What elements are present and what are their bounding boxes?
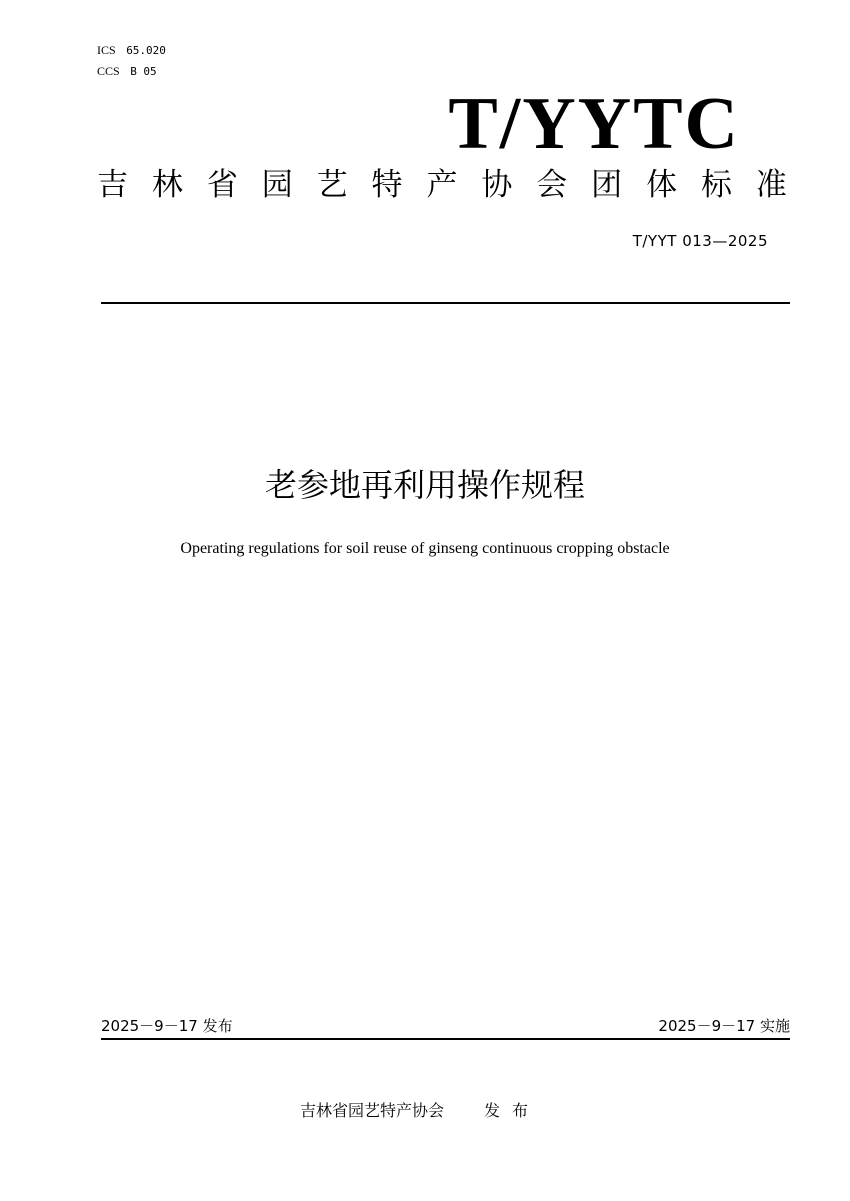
org-title-char: 协 [481,167,513,203]
org-title-char: 艺 [316,167,348,203]
publisher-line [300,1098,540,1121]
org-title-char: 体 [646,167,678,203]
org-title-char: 吉 [97,167,128,203]
org-title-char: 林 [151,167,183,203]
organization-standard-title [97,160,787,210]
top-divider [101,302,790,304]
bottom-divider [101,1038,790,1040]
publish-label: 发布 [484,1101,541,1120]
publisher-name: 吉林省园艺特产协会 [300,1101,445,1120]
ics-code-row [97,40,166,61]
org-title-char: 标 [700,167,732,203]
title-chinese: 老参地再利用操作规程 [264,466,585,504]
implementation-date: 2025－9－17 实施 [658,1017,790,1035]
ics-value: 65.020 [126,44,166,57]
org-title-char: 省 [206,167,238,203]
ccs-code-row [97,61,166,82]
org-title-char: 园 [261,167,293,203]
ics-label: ICS [97,43,116,57]
title-english: Operating regulations for soil reuse of ginseng continuous cropping obstacle [180,540,670,557]
org-title-char: 准 [755,167,787,203]
org-title-char: 团 [591,167,623,203]
classification-codes [97,40,166,82]
standard-number: T/YYT 013—2025 [632,232,768,250]
org-title-char: 特 [371,167,403,203]
org-title-char: 会 [536,167,568,203]
publish-date: 2025－9－17 发布 [101,1017,233,1035]
ccs-label: CCS [97,64,120,78]
standard-logo: T/YYTC [448,83,740,165]
ccs-value: B 05 [130,65,157,78]
org-title-char: 产 [426,167,458,203]
